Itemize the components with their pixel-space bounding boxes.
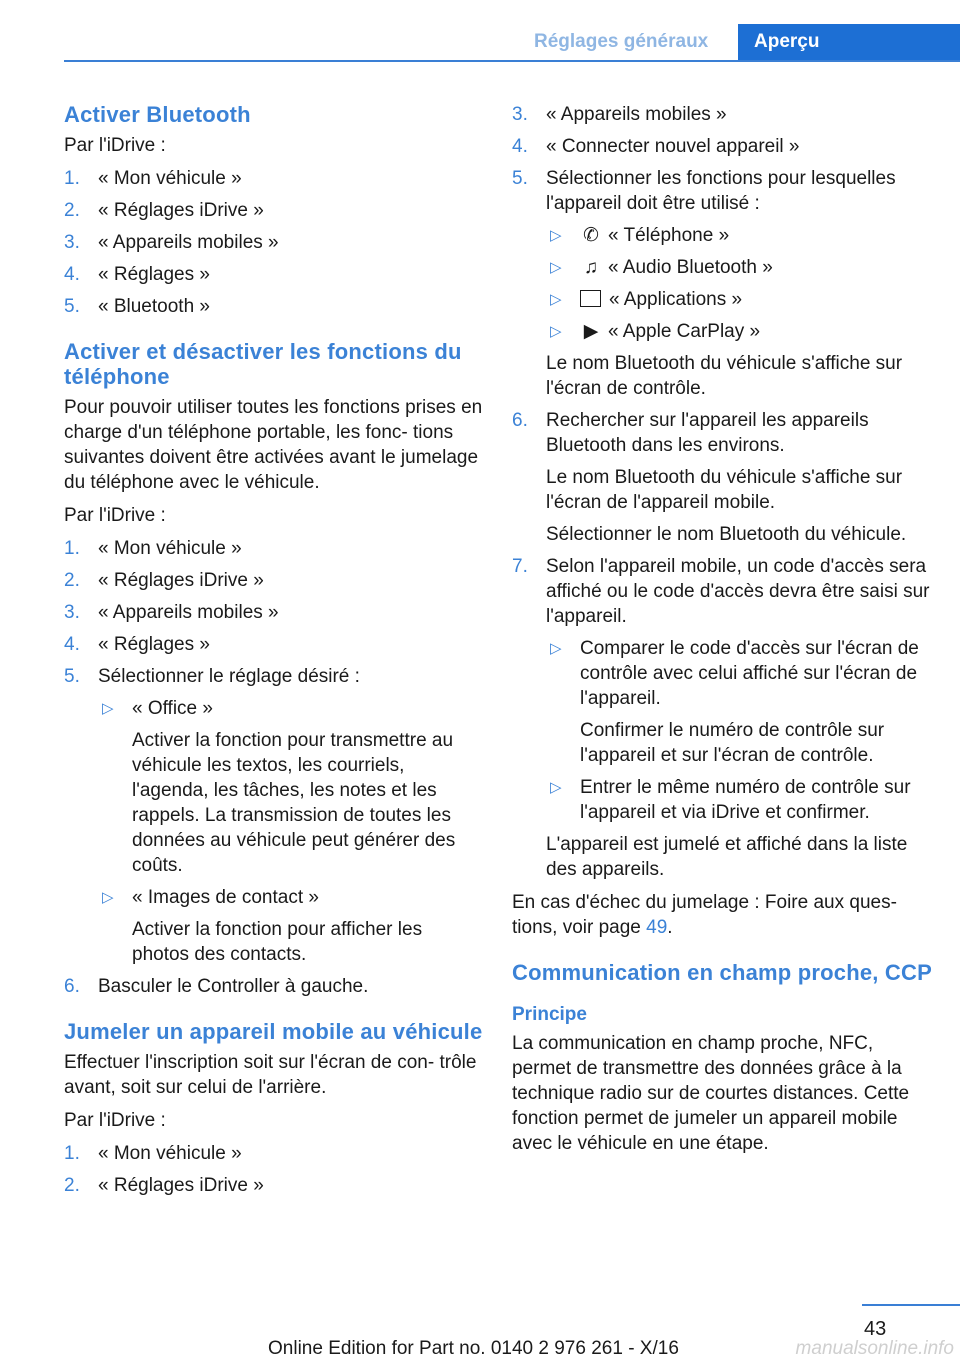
music-note-icon: ♫ bbox=[583, 257, 599, 278]
bt-steps bbox=[64, 166, 484, 319]
heading-pair-device: Jumeler un appareil mobile au véhicule bbox=[64, 1019, 483, 1044]
header-tab-apercu[interactable]: Aperçu bbox=[738, 24, 960, 62]
list-item: 5. « Bluetooth » bbox=[64, 296, 210, 317]
phone-steps bbox=[64, 536, 484, 999]
compare-confirm: Confirmer le numéro de contrôle sur l'appareil et sur l'écran de contrôle. bbox=[580, 720, 885, 766]
triangle-bullet-icon: ▷ bbox=[550, 259, 562, 276]
list-item: 3. « Appareils mobiles » bbox=[64, 232, 279, 253]
left-column bbox=[64, 102, 484, 1206]
list-item: 2. « Réglages iDrive » bbox=[64, 1175, 264, 1196]
list-item: 6. Basculer le Controller à gauche. bbox=[64, 976, 369, 997]
step7-note: L'appareil est jumelé et affiché dans la liste des appareils. bbox=[546, 834, 908, 880]
list-item: 2. « Réglages iDrive » bbox=[64, 200, 264, 221]
option-office: ▷ « Office » Activer la fonction pour transmettre au véhicule les textos, les courriels, l'agenda, les tâches, les notes et les rappels. La transmission de toutes les données au véhicule peut générer des coûts. bbox=[98, 696, 484, 878]
page-number-rule bbox=[862, 1304, 960, 1306]
func-audio: ▷ ♫ « Audio Bluetooth » bbox=[550, 257, 773, 278]
office-description: Activer la fonction pour transmettre au véhicule les textos, les courriels, l'agenda, les tâches, les notes et les rappels. La transmission de toutes les données au véhicule peut générer des coûts. bbox=[132, 730, 456, 876]
step6-note-1: Le nom Bluetooth du véhicule s'affiche sur l'écran de l'appareil mobile. bbox=[546, 467, 903, 513]
list-item: 1. « Mon véhicule » bbox=[64, 538, 242, 559]
list-item: 3. « Appareils mobiles » bbox=[64, 602, 279, 623]
step6-note-2: Sélectionner le nom Bluetooth du véhicule. bbox=[546, 524, 907, 545]
func-carplay: ▷ ▶ « Apple CarPlay » bbox=[550, 321, 761, 342]
list-item: 6. Rechercher sur l'appareil les appareils Bluetooth dans les environs. Le nom Bluetooth du véhicule s'affiche sur l'écran de l'appareil mobile. Sélectionner le nom Bluetooth du véhicule. bbox=[512, 408, 932, 547]
triangle-bullet-icon: ▷ bbox=[550, 640, 562, 657]
list-item: 4. « Réglages » bbox=[64, 634, 210, 655]
bt-intro: Par l'iDrive : bbox=[64, 135, 166, 156]
footer-edition: Online Edition for Part no. 0140 2 976 261 - X/16 bbox=[268, 1338, 679, 1359]
list-item: 5. Sélectionner le réglage désiré : ▷ « Office » Activer la fonction pour transmettre au véhicule les textos, les courriels, l'agenda, les tâches, les notes et les rappels. La transmission de toutes les données au véhicule peut générer des coûts. ▷ « Images de contact » Activer la fonction pour afficher les photos des contacts. bbox=[64, 664, 484, 967]
list-item: 1. « Mon véhicule » bbox=[64, 168, 242, 189]
option-contact-images: ▷ « Images de contact » Activer la fonction pour afficher les photos des contacts. bbox=[98, 885, 484, 967]
heading-nfc: Communication en champ proche, CCP bbox=[512, 960, 932, 985]
list-item: 3. « Appareils mobiles » bbox=[512, 104, 727, 125]
option-compare-code: ▷ Comparer le code d'accès sur l'écran de contrôle avec celui affiché sur l'écran de l'appareil. Confirmer le numéro de contrôle sur l'appareil et sur l'écran de contrôle. bbox=[546, 636, 932, 768]
heading-phone-functions: Activer et désactiver les fonctions du téléphone bbox=[64, 339, 462, 389]
page-number: 43 bbox=[864, 1318, 887, 1340]
func-applications: ▷ « Applications » bbox=[550, 289, 743, 310]
heading-principe: Principe bbox=[512, 1004, 587, 1025]
list-item: 7. Selon l'appareil mobile, un code d'accès sera affiché ou le code d'accès devra être saisi sur l'appareil. ▷ Comparer le code d'accès sur l'écran de contrôle avec celui affiché sur l'écran de l'appareil. Confirmer le numéro de contrôle sur l'appareil et sur l'écran de contrôle. ▷ Entrer le même numéro de contrôle sur l'appareil et via iDrive et confirmer. L'appareil est jumelé et affiché dans la liste des appareils. bbox=[512, 554, 932, 882]
triangle-bullet-icon: ▷ bbox=[550, 323, 562, 340]
triangle-bullet-icon: ▷ bbox=[550, 227, 562, 244]
list-item: 1. « Mon véhicule » bbox=[64, 1143, 242, 1164]
triangle-bullet-icon: ▷ bbox=[550, 291, 562, 308]
page-link-49[interactable]: 49 bbox=[646, 917, 668, 938]
phone-icon: ✆ bbox=[583, 225, 599, 246]
step5-note: Le nom Bluetooth du véhicule s'affiche sur l'écran de contrôle. bbox=[546, 353, 903, 399]
list-item: 5. Sélectionner les fonctions pour lesquelles l'appareil doit être utilisé : ▷ ✆ « Téléphone » ▷ ♫ « Audio Bluetooth » ▷ « Applications » ▷ ▶ « Apple CarPlay » Le nom Bluetooth du véhicule s'affiche sur l'écran de contrôle. bbox=[512, 166, 932, 401]
nfc-paragraph: La communication en champ proche, NFC, permet de transmettre des données grâce à la technique radio sur de courtes distances. Cette fonction permet de jumeler un appareil mobile avec le véhicule en une étape. bbox=[512, 1033, 910, 1154]
phone-paragraph: Pour pouvoir utiliser toutes les fonctions prises en charge d'un téléphone portable, les fonc- tions suivantes doivent être activées avant le jumelage du téléphone avec le véhicule. bbox=[64, 397, 483, 493]
watermark: manualsonline.info bbox=[795, 1338, 954, 1359]
pair-paragraph: Effectuer l'inscription soit sur l'écran de con- trôle avant, soit sur celui de l'arrière. bbox=[64, 1052, 477, 1098]
triangle-bullet-icon: ▷ bbox=[102, 700, 114, 717]
list-item: 4. « Connecter nouvel appareil » bbox=[512, 136, 800, 157]
heading-activer-bluetooth: Activer Bluetooth bbox=[64, 102, 251, 127]
images-description: Activer la fonction pour afficher les photos des contacts. bbox=[132, 919, 423, 965]
applications-icon bbox=[580, 290, 601, 307]
func-telephone: ▷ ✆ « Téléphone » bbox=[550, 225, 730, 246]
triangle-bullet-icon: ▷ bbox=[102, 889, 114, 906]
list-item: 4. « Réglages » bbox=[64, 264, 210, 285]
pair-steps-right bbox=[512, 102, 932, 882]
header-section-title: Réglages généraux bbox=[534, 31, 709, 52]
option-enter-code: ▷ Entrer le même numéro de contrôle sur l'appareil et via iDrive et confirmer. bbox=[550, 777, 911, 823]
fail-paragraph: En cas d'échec du jumelage : Foire aux ques- tions, voir page 49. bbox=[512, 892, 897, 938]
header-rule bbox=[64, 60, 960, 62]
pair-intro: Par l'iDrive : bbox=[64, 1110, 166, 1131]
pair-steps-left bbox=[64, 1141, 484, 1198]
phone-intro: Par l'iDrive : bbox=[64, 505, 166, 526]
right-column bbox=[512, 102, 932, 1164]
carplay-icon: ▶ bbox=[583, 321, 599, 342]
list-item: 2. « Réglages iDrive » bbox=[64, 570, 264, 591]
triangle-bullet-icon: ▷ bbox=[550, 779, 562, 796]
